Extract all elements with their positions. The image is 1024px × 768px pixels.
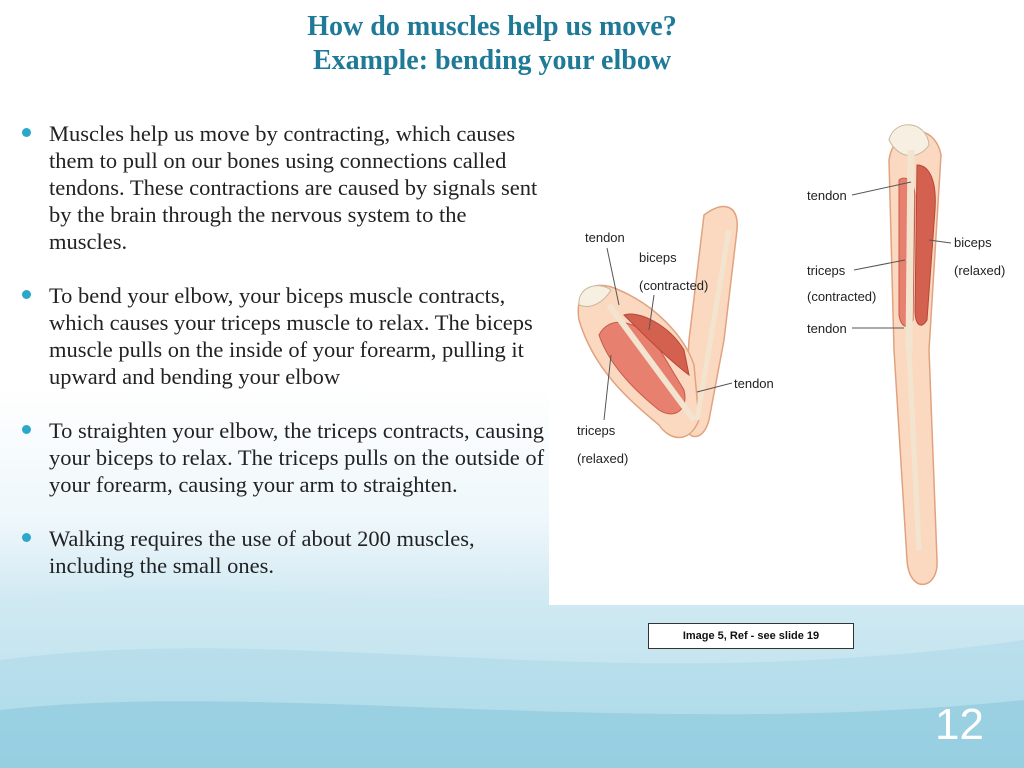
bullet-dot-icon <box>22 425 31 434</box>
arm-muscle-diagram <box>549 120 1024 605</box>
label-triceps-state: (relaxed) <box>577 451 629 466</box>
label-tendon-top: tendon <box>585 230 625 245</box>
label-tendon-bottom: tendon <box>734 376 774 391</box>
title-line-1: How do muscles help us move? <box>307 11 677 42</box>
bullet-text: Walking requires the use of about 200 muscles, including the small ones. <box>49 526 475 578</box>
bullet-dot-icon <box>22 290 31 299</box>
label-triceps-state: (contracted) <box>807 289 877 304</box>
image-caption: Image 5, Ref - see slide 19 <box>648 623 854 649</box>
label-tendon-top: tendon <box>807 188 847 203</box>
bullet-item <box>22 120 547 255</box>
label-biceps: biceps <box>639 250 677 265</box>
straight-arm-illustration <box>889 125 941 585</box>
slide-title <box>0 10 1024 78</box>
label-biceps-state: (relaxed) <box>954 263 1006 278</box>
arm-diagram-svg <box>549 120 1024 605</box>
bullet-item <box>22 417 547 498</box>
label-triceps: triceps <box>807 263 846 278</box>
label-tendon-bottom: tendon <box>807 321 847 336</box>
bullet-text: To bend your elbow, your biceps muscle contracts, which causes your triceps muscle to relax. The biceps muscle pulls on the inside of your forearm, pulling it upward and bending your elbow <box>49 283 533 389</box>
bullet-dot-icon <box>22 533 31 542</box>
slide-number: 12 <box>935 700 984 749</box>
label-triceps: triceps <box>577 423 616 438</box>
bullet-text: To straighten your elbow, the triceps contracts, causing your biceps to relax. The triceps pulls on the outside of your forearm, causing your arm to straighten. <box>49 418 545 497</box>
bullet-dot-icon <box>22 128 31 137</box>
bullet-list <box>22 120 547 606</box>
title-line-2: Example: bending your elbow <box>312 45 672 76</box>
bullet-item <box>22 282 547 390</box>
bullet-text: Muscles help us move by contracting, which causes them to pull on our bones using connections called tendons. These contractions are caused by signals sent by the brain through the nervous system to the muscles. <box>49 121 538 254</box>
label-biceps: biceps <box>954 235 992 250</box>
label-biceps-state: (contracted) <box>639 278 709 293</box>
bullet-item <box>22 525 547 579</box>
